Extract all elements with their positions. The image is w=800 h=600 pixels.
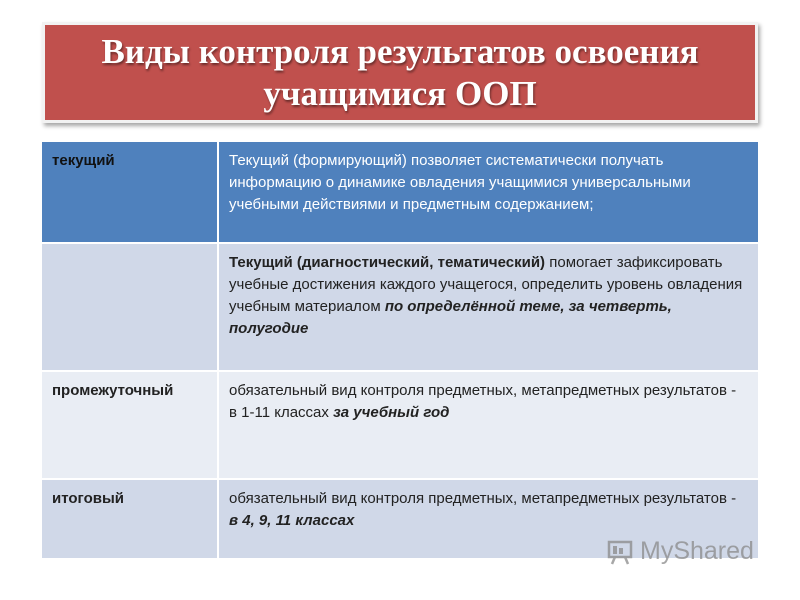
desc-text: обязательный вид контроля предметных, метапредметных результатов - в 1-11 классах bbox=[229, 382, 737, 421]
desc-emphasis-text: по определённой теме, за четверть, полугодие bbox=[229, 298, 672, 337]
desc-emphasis-text: в 4, 9, 11 классах bbox=[229, 512, 355, 529]
desc-text: помогает зафиксировать учебные достижения каждого учащегося, определить уровень овладения учебным материалом bbox=[229, 254, 743, 315]
table-row bbox=[41, 243, 759, 371]
table-row bbox=[41, 141, 759, 243]
row-label-intermediate: промежуточный bbox=[41, 371, 218, 479]
row-label-empty bbox=[41, 243, 218, 371]
desc-text: обязательный вид контроля предметных, метапредметных результатов - bbox=[229, 490, 737, 507]
row-desc-current-formative bbox=[218, 141, 759, 243]
row-label-current: текущий bbox=[41, 141, 218, 243]
presentation-board-icon bbox=[606, 538, 634, 566]
desc-bold-text: Текущий (диагностический, тематический) bbox=[229, 254, 546, 271]
watermark-text: MyShared bbox=[640, 537, 754, 565]
desc-emphasis-text: за учебный год bbox=[333, 404, 450, 421]
row-desc-current-diagnostic bbox=[218, 243, 759, 371]
desc-text: Текущий (формирующий) позволяет систематически получать информацию о динамике овладения учащимися универсальными учебными действиями и предметным содержанием; bbox=[229, 152, 691, 213]
watermark bbox=[606, 537, 754, 566]
table-row bbox=[41, 371, 759, 479]
title-banner bbox=[42, 22, 758, 123]
title-line-1: Виды контроля результатов освоения bbox=[101, 31, 699, 71]
control-types-table bbox=[40, 140, 760, 560]
title-line-2: учащимися ООП bbox=[263, 73, 537, 113]
row-desc-intermediate bbox=[218, 371, 759, 479]
row-label-final: итоговый bbox=[41, 479, 218, 559]
